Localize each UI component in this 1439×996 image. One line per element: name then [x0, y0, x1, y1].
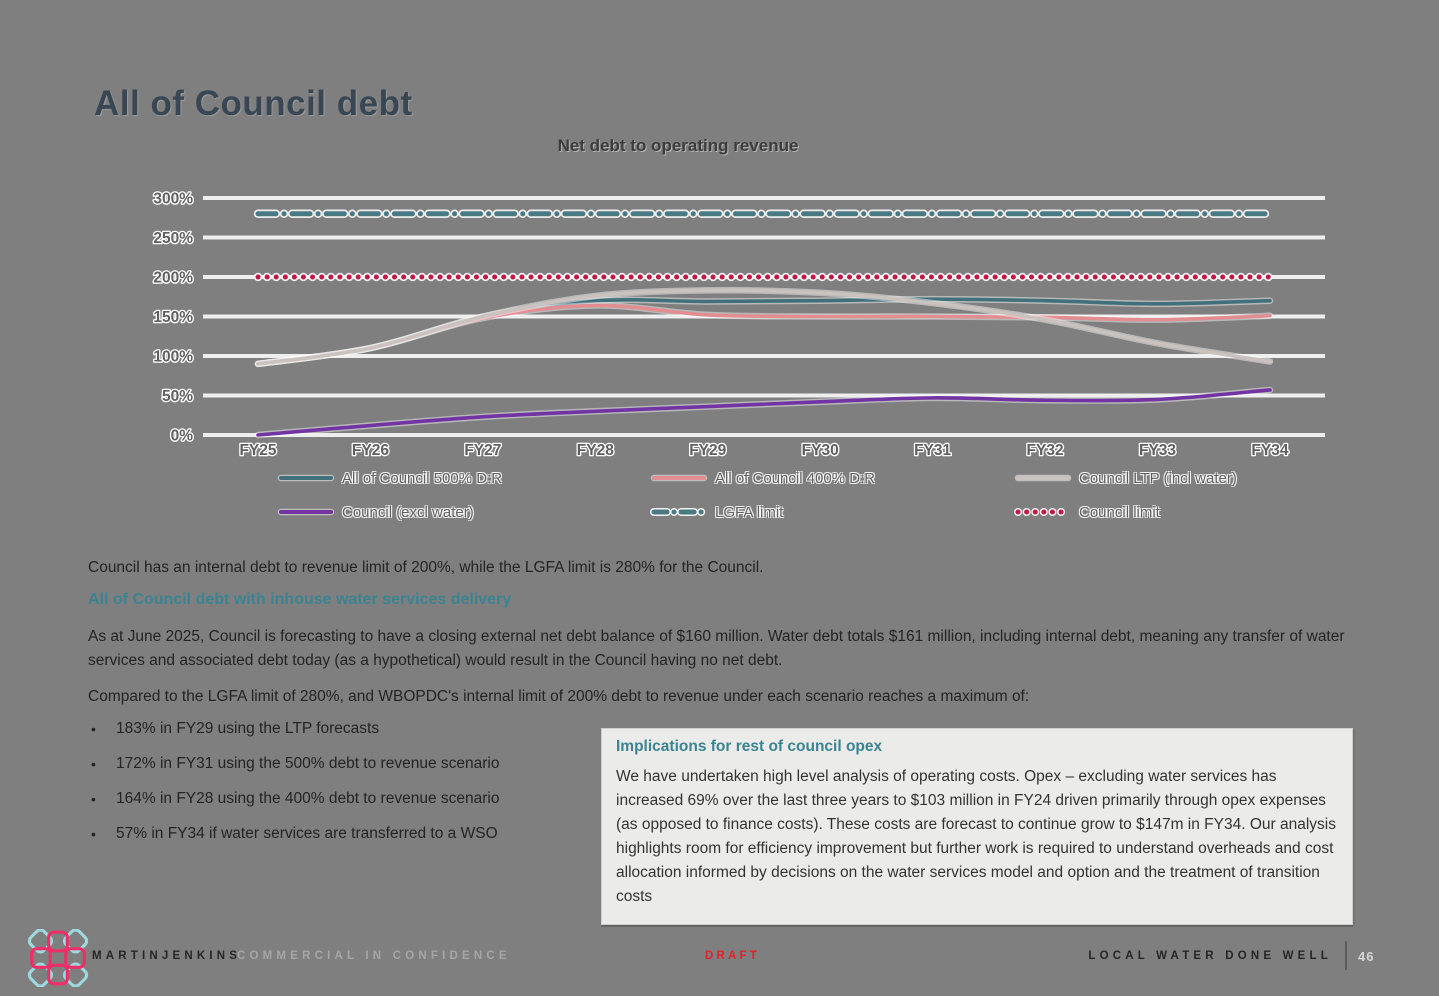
x-axis-tick: FY30 [801, 442, 839, 459]
x-axis-tick: FY34 [1251, 442, 1289, 459]
legend-swatch [1014, 472, 1072, 484]
y-axis-tick: 150% [153, 309, 193, 326]
x-axis-tick: FY33 [1138, 442, 1177, 459]
y-axis-tick: 300% [153, 190, 193, 208]
bullet-item: • 172% in FY31 using the 500% debt to revenue scenario [88, 754, 648, 774]
page-number-divider [1345, 941, 1347, 970]
legend-label: All of Council 400% D:R [715, 469, 876, 487]
x-axis-tick: FY28 [576, 442, 614, 459]
legend-label: Council limit [1079, 503, 1160, 521]
net-debt-chart [95, 185, 1345, 463]
y-axis-tick: 200% [153, 269, 193, 287]
legend-swatch [1014, 506, 1072, 518]
bullet-item: • 164% in FY28 using the 400% debt to revenue scenario [88, 789, 648, 809]
x-axis-tick: FY31 [914, 442, 952, 459]
page-title: All of Council debt [94, 84, 413, 123]
implications-box [601, 728, 1353, 925]
legend-label: Council LTP (incl water) [1079, 469, 1237, 487]
y-axis-tick: 50% [161, 388, 193, 405]
x-axis-tick: FY27 [464, 442, 502, 459]
x-axis-tick: FY32 [1026, 442, 1064, 459]
x-axis-tick: FY25 [239, 442, 277, 459]
martinjenkins-logo-icon [27, 929, 89, 987]
classification-label: COMMERCIAL IN CONFIDENCE [237, 950, 511, 962]
intro-text: Council has an internal debt to revenue limit of 200%, while the LGFA limit is 280% for the Council. [88, 559, 764, 576]
program-label: LOCAL WATER DONE WELL [1088, 950, 1332, 962]
legend-swatch [650, 506, 708, 518]
legend-swatch [650, 472, 708, 484]
section-subheading: All of Council debt with inhouse water services delivery [88, 591, 512, 608]
x-axis-tick: FY29 [689, 442, 727, 459]
scenario-bullet-list [88, 719, 648, 859]
legend-all-of-council-500-d-r [277, 468, 650, 488]
brand-name: MARTINJENKINS [92, 950, 242, 962]
legend-label: LGFA limit [715, 503, 784, 521]
legend-label: All of Council 500% D:R [342, 469, 503, 487]
x-axis-tick: FY26 [351, 442, 389, 459]
y-axis-tick: 100% [153, 348, 193, 366]
legend-council-excl-water- [277, 502, 650, 522]
bullet-item: • 57% in FY34 if water services are transferred to a WSO [88, 824, 648, 844]
legend-all-of-council-400-d-r [650, 468, 1014, 488]
bullet-item: • 183% in FY29 using the LTP forecasts [88, 719, 648, 739]
implications-body: We have undertaken high level analysis of operating costs. Opex – excluding water services has increased 69% over the last three years to $103 million in FY24 driven primarily through opex expenses (as opposed to finance costs). These costs are forecast to continue grow to $147m in FY34. Our analysis highlights room for efficiency improvement but further work is required to understand overheads and cost allocation informed by decisions on the water services model and option and the treatment of transition costs [616, 768, 1336, 905]
implications-title: Implications for rest of council opex [616, 738, 883, 755]
legend-lgfa-limit [650, 502, 1014, 522]
paragraph-forecast: As at June 2025, Council is forecasting to have a closing external net debt balance of $160 million. Water debt totals $161 million, including internal debt, meaning any transfer of water services and associated debt today (as a hypothetical) would result in the Council having no net debt. [88, 628, 1345, 669]
legend-council-ltp-incl-water- [1014, 468, 1324, 488]
legend-council-limit [1014, 502, 1324, 522]
chart-title: Net debt to operating revenue [557, 136, 799, 155]
paragraph-limits: Compared to the LGFA limit of 280%, and WBOPDC's internal limit of 200% debt to revenue under each scenario reaches a maximum of: [88, 688, 1030, 705]
legend-swatch [277, 506, 335, 518]
legend-label: Council (excl water) [342, 503, 474, 521]
page-number: 46 [1358, 949, 1375, 964]
chart-legend [277, 468, 1324, 522]
y-axis-tick: 0% [170, 427, 193, 445]
x-axis [239, 442, 1288, 459]
legend-swatch [277, 472, 335, 484]
y-axis-tick: 250% [153, 230, 193, 247]
draft-badge: DRAFT [705, 950, 760, 962]
